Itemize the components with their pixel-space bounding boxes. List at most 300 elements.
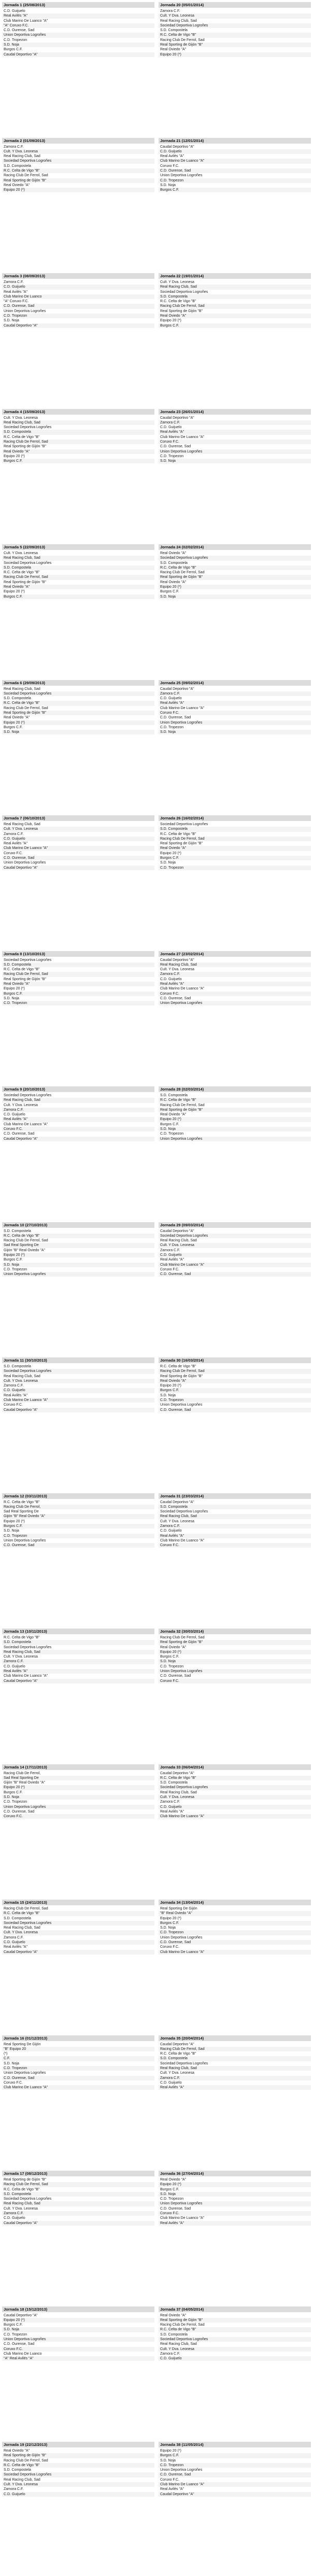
match-list: [2, 1906, 154, 1955]
match-list: [159, 1364, 311, 1412]
match-list: [159, 416, 311, 464]
jornada-row: [0, 1086, 313, 1141]
team-row: Caudal Deportivo "A": [2, 52, 154, 57]
team-row: Real Sporting de Gijón "B": [2, 2453, 154, 2458]
team-row: Club Marino De Luanco "A": [159, 1950, 311, 1955]
team-row: S.D. Compostela: [159, 561, 311, 565]
team-row: Caudal Deportivo "A": [2, 1137, 154, 1141]
team-row: Real Oviedo "A": [159, 1379, 311, 1383]
team-row: Equipo 20 (*): [159, 318, 311, 323]
team-row: R.C. Celta de Vigo "B": [2, 1500, 154, 1505]
team-row: Union Deportiva Logroñes: [159, 1001, 311, 1006]
team-row: Cult. Y Dva. Leonesa: [2, 2206, 154, 2211]
team-row: Zamora C.F.: [2, 1659, 154, 1664]
team-row: Equipo 20 (*): [159, 2448, 311, 2453]
team-row: Real Avilés "A": [2, 841, 154, 846]
jornada-title: Jornada 24 (02/02/2014): [159, 544, 311, 550]
jornada-title: Jornada 37 (04/05/2014): [159, 2306, 311, 2312]
team-row: R.C. Celta de Vigo "B": [2, 570, 154, 575]
team-row: Burgos C.F.: [159, 2453, 311, 2458]
jornada-block-left: [0, 2, 156, 57]
team-row: Equipo 20 (*): [2, 1253, 154, 1257]
team-row: Equipo 20 (*): [159, 851, 311, 856]
team-row: Racing Club De Ferrol,: [2, 1505, 154, 1509]
team-row: C.D. Ourense, Sad: [159, 1674, 311, 1678]
team-row: R.C. Celta de Vigo "B": [2, 168, 154, 173]
jornada-title: Jornada 19 (22/12/2013): [2, 2442, 154, 2447]
team-row: Coruxo F.C.: [159, 1267, 311, 1272]
match-list: [159, 2042, 311, 2090]
team-row: C.D. Ourense, Sad: [2, 28, 154, 33]
team-row: Club Marino De Luanco: [2, 294, 154, 299]
match-list: [2, 1771, 154, 1819]
jornada-row: [0, 2035, 313, 2090]
team-row: Cult. Y Dva. Leonesa: [2, 827, 154, 831]
team-row: "B" Real Oviedo "A": [159, 1911, 311, 1916]
team-row: Burgos C.F.: [2, 459, 154, 463]
match-list: [159, 1635, 311, 1683]
team-row: R.C. Celta de Vigo "B": [159, 1776, 311, 1780]
team-row: S.D. Noja: [159, 459, 311, 463]
team-row: R.C. Celta de Vigo "B": [2, 2187, 154, 2192]
team-row: S.D. Compostela: [2, 1229, 154, 1234]
jornada-title: Jornada 5 (22/09/2013): [2, 544, 154, 550]
match-list: [2, 1635, 154, 1683]
team-row: Cult. Y Dva. Leonesa: [159, 967, 311, 972]
team-row: Real Avilés "A": [159, 982, 311, 986]
match-list: [2, 1500, 154, 1548]
match-list: [159, 2448, 311, 2497]
team-row: S.D. Compostela: [2, 1364, 154, 1369]
team-row: Union Deportiva Logroñes: [159, 449, 311, 454]
team-row: Real Oviedo "A": [2, 715, 154, 720]
jornada-title: Jornada 21 (12/01/2014): [159, 138, 311, 144]
team-row: Coruxo F.C.: [2, 2347, 154, 2352]
team-row: C.D. Guijuelo: [159, 2356, 311, 2361]
team-row: Real Avilés "A": [159, 2085, 311, 2090]
team-row: "A" Coruxo F.C.: [2, 23, 154, 28]
team-row: C.D. Tropezon: [2, 1534, 154, 1538]
match-list: [2, 687, 154, 735]
team-row: Coruxo F.C.: [159, 1679, 311, 1683]
match-list: [2, 822, 154, 870]
team-row: R.C. Celta de Vigo "B": [2, 1635, 154, 1640]
team-row: Equipo 20 (*): [159, 585, 311, 589]
team-row: Zamora C.F.: [159, 420, 311, 425]
team-row: Zamora C.F.: [159, 691, 311, 696]
team-row: Union Deportiva Logroñes: [2, 2071, 154, 2075]
jornada-row: [0, 815, 313, 870]
team-row: Real Racing Club, Sad: [159, 285, 311, 289]
team-row: Caudal Deportivo "A": [159, 2492, 311, 2497]
jornada-title: Jornada 7 (06/10/2013): [2, 815, 154, 821]
team-row: Coruxo F.C.: [2, 1127, 154, 1131]
team-row: Burgos C.F.: [2, 1257, 154, 1262]
team-row: Real Racing Club, Sad: [159, 2066, 311, 2071]
team-row: C.D. Ourense, Sad: [159, 2206, 311, 2211]
team-row: C.D. Guijuelo: [159, 425, 311, 430]
team-row: Real Avilés "A": [159, 1257, 311, 1262]
team-row: Real Oviedo "A": [159, 580, 311, 585]
team-row: Real Racing Club, Sad: [159, 1790, 311, 1795]
team-row: Equipo 20 (*): [159, 2182, 311, 2187]
jornada-title: Jornada 29 (09/03/2014): [159, 1222, 311, 1228]
team-row: S.D. Noja: [159, 1659, 311, 1664]
match-list: [2, 9, 154, 57]
jornada-row: [0, 1493, 313, 1548]
jornada-title: Jornada 10 (27/10/2013): [2, 1222, 154, 1228]
team-row: Burgos C.F.: [159, 589, 311, 594]
team-row: Union Deportiva Logroñes: [2, 1805, 154, 1809]
team-row: R.C. Celta de Vigo "B": [2, 435, 154, 440]
team-row: Real Racing Club, Sad: [2, 687, 154, 691]
jornada-title: Jornada 23 (26/01/2014): [159, 409, 311, 415]
team-row: Real Avilés "A": [159, 154, 311, 159]
team-row: Real Avilés "A": [2, 13, 154, 18]
team-row: Racing Club De Ferrol, Sad: [2, 173, 154, 178]
jornada-block-right: [156, 951, 313, 1006]
match-list: [159, 822, 311, 870]
jornada-row: [0, 1629, 313, 1683]
team-row: Sociedad Deportiva Logroñes: [2, 691, 154, 696]
jornada-title: Jornada 33 (06/04/2014): [159, 1764, 311, 1770]
team-row: Real Racing Club, Sad: [159, 1514, 311, 1519]
team-row: Sociedad Deportiva Logroñes: [2, 425, 154, 430]
team-row: Real Racing Club, Sad: [2, 2478, 154, 2482]
team-row: Real Avilés "A": [2, 1669, 154, 1674]
jornada-title: Jornada 32 (30/03/2014): [159, 1629, 311, 1634]
jornada-block-left: [0, 1357, 156, 1412]
jornada-block-right: [156, 680, 313, 735]
team-row: Burgos C.F.: [2, 2323, 154, 2327]
jornada-title: Jornada 35 (20/04/2014): [159, 2035, 311, 2041]
team-row: Zamora C.F.: [159, 972, 311, 976]
team-row: Union Deportiva Logroñes: [2, 33, 154, 37]
team-row: Real Racing Club, Sad: [2, 2201, 154, 2206]
jornada-row: [0, 138, 313, 193]
team-row: Coruxo F.C.: [159, 164, 311, 168]
team-row: Real Racing Club, Sad: [159, 19, 311, 23]
team-row: Club Marino De Luanco "A": [159, 706, 311, 711]
team-row: Union Deportiva Logroñes: [159, 1403, 311, 1407]
jornada-title: Jornada 25 (09/02/2014): [159, 680, 311, 686]
team-row: Racing Club De Ferrol, Sad: [159, 570, 311, 575]
jornada-title: Jornada 1 (25/08/2013): [2, 2, 154, 8]
jornada-title: Jornada 14 (17/11/2013): [2, 1764, 154, 1770]
team-row: Burgos C.F.: [159, 323, 311, 328]
team-row: C.D. Tropezon: [2, 2332, 154, 2337]
team-row: S.D. Compostela: [159, 294, 311, 299]
team-row: Real Sporting De Gijón: [159, 1906, 311, 1911]
team-row: S.D. Compostela: [159, 1505, 311, 1509]
team-row: Caudal Deportivo "A": [159, 1229, 311, 1234]
team-row: Sad Real Sporting De: [2, 1776, 154, 1780]
team-row: Racing Club De Ferrol, Sad: [2, 972, 154, 976]
team-row: C.D. Ourense, Sad: [2, 2076, 154, 2080]
team-row: Sociedad Deportiva Logroñes: [159, 1509, 311, 1514]
team-row: Real Avilés "A": [159, 1534, 311, 1538]
team-row: Real Sporting de Gijón "B": [159, 1374, 311, 1379]
team-row: R.C. Celta de Vigo "B": [2, 1234, 154, 1238]
match-list: [159, 1500, 311, 1548]
team-row: Real Sporting De Gijón: [2, 2042, 154, 2047]
team-row: Equipo 20 (*): [2, 2318, 154, 2323]
jornada-block-right: [156, 1357, 313, 1412]
jornada-block-left: [0, 1086, 156, 1141]
team-row: S.D. Compostela: [2, 696, 154, 701]
team-row: S.D. Compostela: [2, 1640, 154, 1645]
team-row: Club Marino De Luanco "A": [159, 2482, 311, 2487]
team-row: R.C. Celta de Vigo "B": [159, 2327, 311, 2332]
team-row: Real Sporting de Gijón "B": [2, 2177, 154, 2182]
team-row: Cult. Y Dva. Leonesa: [2, 1379, 154, 1383]
jornada-block-left: [0, 815, 156, 870]
team-row: S.D. Noja: [159, 1127, 311, 1131]
team-row: S.D. Noja: [2, 1795, 154, 1800]
team-row: Club Marino De Luanco "A": [2, 1122, 154, 1127]
team-row: R.C. Celta de Vigo "B": [159, 299, 311, 304]
team-row: C.D. Guijuelo: [2, 2216, 154, 2220]
team-row: Racing Club De Ferrol, Sad: [159, 1103, 311, 1108]
team-row: Coruxo F.C.: [159, 1945, 311, 1949]
team-row: Cult. Y Dva. Leonesa: [159, 1519, 311, 1524]
jornada-title: Jornada 16 (01/12/2013): [2, 2035, 154, 2041]
team-row: Racing Club De Ferrol, Sad: [2, 440, 154, 444]
team-row: Zamora C.F.: [159, 1800, 311, 1804]
team-row: Union Deportiva Logroñes: [159, 173, 311, 178]
team-row: Coruxo F.C.: [2, 851, 154, 856]
team-row: S.D. Noja: [2, 996, 154, 1001]
team-row: Burgos C.F.: [2, 1790, 154, 1795]
team-row: Equipo 20 (*): [159, 52, 311, 57]
team-row: Real Racing Club, Sad: [2, 1098, 154, 1102]
team-row: S.D. Compostela: [2, 164, 154, 168]
team-row: Real Racing Club, Sad: [159, 963, 311, 967]
team-row: Real Racing Club, Sad: [159, 1238, 311, 1243]
team-row: Racing Club De Ferrol, Sad: [159, 1369, 311, 1374]
match-list: [159, 1771, 311, 1819]
jornada-block-left: [0, 1629, 156, 1683]
team-row: Zamora C.F.: [159, 2076, 311, 2080]
team-row: S.D. Compostela: [2, 565, 154, 570]
team-row: S.D. Noja: [159, 860, 311, 865]
jornada-block-right: [156, 1900, 313, 1955]
team-row: Burgos C.F.: [159, 1654, 311, 1659]
team-row: Real Sporting de Gijón "B": [2, 711, 154, 715]
team-row: Club Marino De Luanco "A": [159, 1814, 311, 1819]
team-row: Burgos C.F.: [2, 992, 154, 996]
team-row: Cult. Y Dva. Leonesa: [2, 1930, 154, 1935]
team-row: C.D. Ourense, Sad: [159, 444, 311, 449]
team-row: Racing Club De Ferrol,: [2, 1771, 154, 1776]
team-row: Club Marino De Luanco "A": [159, 435, 311, 440]
team-row: C.D. Ourense, Sad: [159, 168, 311, 173]
team-row: Equipo 20 (*): [2, 589, 154, 594]
team-row: Real Avilés "A": [2, 1393, 154, 1398]
team-row: Equipo 20 (*): [2, 1785, 154, 1790]
team-row: S.D. Noja: [159, 2192, 311, 2197]
team-row: Racing Club De Ferrol, Sad: [2, 706, 154, 711]
team-row: R.C. Celta de Vigo "B": [159, 2051, 311, 2056]
team-row: Caudal Deportivo "A": [159, 416, 311, 420]
team-row: S.D. Compostela: [2, 1916, 154, 1921]
team-row: Zamora C.F.: [159, 2352, 311, 2356]
jornada-title: Jornada 38 (11/05/2014): [159, 2442, 311, 2447]
team-row: Gijón "B" Real Oviedo "A": [2, 1248, 154, 1253]
team-row: Equipo 20 (*): [2, 188, 154, 192]
jornada-row: [0, 1222, 313, 1277]
match-list: [159, 551, 311, 599]
team-row: Burgos C.F.: [2, 1524, 154, 1528]
team-row: Union Deportiva Logroñes: [159, 1669, 311, 1674]
team-row: Real Oviedo "A": [159, 2177, 311, 2182]
team-row: Real Oviedo "A": [2, 585, 154, 589]
team-row: Real Sporting de Gijón "B": [159, 1108, 311, 1112]
team-row: S.D. Compostela: [159, 1093, 311, 1098]
jornada-title: Jornada 17 (08/12/2013): [2, 2171, 154, 2176]
jornada-block-right: [156, 2, 313, 57]
team-row: S.D. Compostela: [159, 28, 311, 33]
team-row: Coruxo F.C.: [2, 1403, 154, 1407]
team-row: Cult. Y Dva. Leonesa: [2, 416, 154, 420]
team-row: S.D. Compostela: [159, 827, 311, 831]
team-row: Caudal Deportivo "A": [159, 145, 311, 149]
team-row: Zamora C.F.: [159, 9, 311, 13]
team-row: Real Sporting de Gijón "B": [159, 841, 311, 846]
jornada-block-right: [156, 2171, 313, 2226]
jornada-block-left: [0, 1900, 156, 1955]
jornada-row: [0, 2, 313, 57]
jornada-title: Jornada 12 (03/11/2013): [2, 1493, 154, 1499]
team-row: Racing Club De Ferrol, Sad: [159, 2323, 311, 2327]
team-row: Real Avilés "A": [159, 701, 311, 705]
match-list: [159, 1093, 311, 1141]
match-list: [2, 551, 154, 599]
team-row: S.D. Noja: [2, 730, 154, 734]
jornada-row: [0, 2171, 313, 2226]
team-row: Zamora C.F.: [159, 1524, 311, 1528]
team-row: Real Avilés "A": [159, 2221, 311, 2226]
team-row: Cult. Y Dva. Leonesa: [2, 1654, 154, 1659]
team-row: Cult. Y Dva. Leonesa: [159, 13, 311, 18]
team-row: Club Marino De Luanco "A": [2, 2085, 154, 2090]
team-row: Real Oviedo "A": [2, 982, 154, 986]
team-row: Zamora C.F.: [2, 1383, 154, 1388]
team-row: C.D. Tropezon: [2, 38, 154, 43]
team-row: Racing Club De Ferrol, Sad: [159, 2047, 311, 2051]
jornada-title: Jornada 3 (08/09/2013): [2, 273, 154, 279]
jornada-row: [0, 544, 313, 599]
jornada-title: Jornada 28 (02/03/2014): [159, 1086, 311, 1092]
team-row: Club Marino De Luanco: [2, 2352, 154, 2356]
team-row: Club Marino De Luanco "A": [2, 1398, 154, 1403]
team-row: Sociedad Deportiva Logroñes: [159, 556, 311, 560]
team-row: Equipo 20 (*): [159, 1916, 311, 1921]
team-row: Burgos C.F.: [159, 1388, 311, 1393]
team-row: Sociedad Deportiva Logroñes: [159, 23, 311, 28]
team-row: "A" Real Avilés "A": [2, 2356, 154, 2361]
team-row: Zamora C.F.: [2, 832, 154, 837]
team-row: Real Sporting de Gijón "B": [159, 309, 311, 314]
team-row: S.D. Compostela: [159, 2056, 311, 2061]
team-row: Cult. Y Dva. Leonesa: [2, 1103, 154, 1108]
team-row: Sociedad Deportiva Logroñes: [2, 159, 154, 163]
team-row: Sad Real Sporting De: [2, 1509, 154, 1514]
jornada-title: Jornada 26 (16/02/2014): [159, 815, 311, 821]
team-row: Zamora C.F.: [2, 2211, 154, 2216]
jornada-block-right: [156, 138, 313, 193]
match-list: [159, 2177, 311, 2226]
team-row: "B" Equipo 20: [2, 2047, 154, 2051]
jornada-block-right: [156, 1764, 313, 1819]
team-row: Real Racing Club, Sad: [159, 2342, 311, 2346]
match-list: [2, 416, 154, 464]
team-row: Club Marino De Luanco "A": [2, 1674, 154, 1678]
team-row: C.D. Guijuelo: [159, 977, 311, 982]
team-row: Equipo 20 (*): [2, 1519, 154, 1524]
team-row: Caudal Deportivo "A": [159, 2042, 311, 2047]
team-row: Club Marino De Luanco "A": [159, 986, 311, 991]
team-row: R.C. Celta de Vigo "B": [159, 832, 311, 837]
jornada-row: [0, 1357, 313, 1412]
team-row: S.D. Compostela: [159, 1780, 311, 1785]
jornada-block-left: [0, 409, 156, 464]
team-row: Zamora C.F.: [2, 1108, 154, 1112]
team-row: Real Sporting de Gijón "B": [2, 444, 154, 449]
team-row: Caudal Deportivo "A": [2, 1679, 154, 1683]
team-row: Burgos C.F.: [159, 856, 311, 860]
team-row: Racing Club De Ferrol, Sad: [2, 2182, 154, 2187]
team-row: Zamora C.F.: [159, 1248, 311, 1253]
team-row: Union Deportiva Logroñes: [2, 2337, 154, 2342]
team-row: Sociedad Deportiva Logroñes: [2, 958, 154, 963]
team-row: S.D. Noja: [2, 318, 154, 323]
team-row: Real Avilés "A": [2, 290, 154, 294]
jornada-block-right: [156, 2306, 313, 2361]
jornada-row: [0, 1764, 313, 1819]
team-row: Racing Club De Ferrol, Sad: [2, 2458, 154, 2463]
jornada-title: Jornada 18 (15/12/2013): [2, 2306, 154, 2312]
jornada-row: [0, 2442, 313, 2497]
jornada-block-right: [156, 815, 313, 870]
team-row: Coruxo F.C.: [159, 992, 311, 996]
team-row: Racing Club De Ferrol, Sad: [2, 1906, 154, 1911]
team-row: Caudal Deportivo "A": [159, 687, 311, 691]
jornada-title: Jornada 2 (01/09/2013): [2, 138, 154, 144]
team-row: Gijón "B" Real Oviedo "A": [2, 1514, 154, 1519]
jornada-title: Jornada 11 (30/10/2013): [2, 1357, 154, 1363]
team-row: C.D. Tropezon: [2, 1001, 154, 1006]
team-row: (*): [2, 2051, 154, 2056]
team-row: R.C. Celta de Vigo "B": [159, 1098, 311, 1102]
team-row: Real Oviedo "A": [2, 2448, 154, 2453]
team-row: Racing Club De Ferrol, Sad: [2, 575, 154, 579]
team-row: S.D. Compostela: [2, 430, 154, 434]
team-row: R.C. Celta de Vigo "B": [2, 701, 154, 705]
team-row: Caudal Deportivo "A": [2, 323, 154, 328]
team-row: Equipo 20 (*): [159, 1650, 311, 1654]
team-row: Coruxo F.C.: [2, 2080, 154, 2085]
match-list: [159, 9, 311, 57]
jornada-block-left: [0, 1222, 156, 1277]
team-row: C.D. Tropezon: [159, 725, 311, 730]
team-row: S.D. Noja: [159, 1926, 311, 1930]
team-row: Real Oviedo "A": [159, 314, 311, 318]
team-row: Union Deportiva Logroñes: [159, 1137, 311, 1141]
team-row: Cult. Y Dva. Leonesa: [159, 1795, 311, 1800]
team-row: S.D. Noja: [2, 43, 154, 47]
team-row: S.D. Compostela: [2, 2468, 154, 2472]
